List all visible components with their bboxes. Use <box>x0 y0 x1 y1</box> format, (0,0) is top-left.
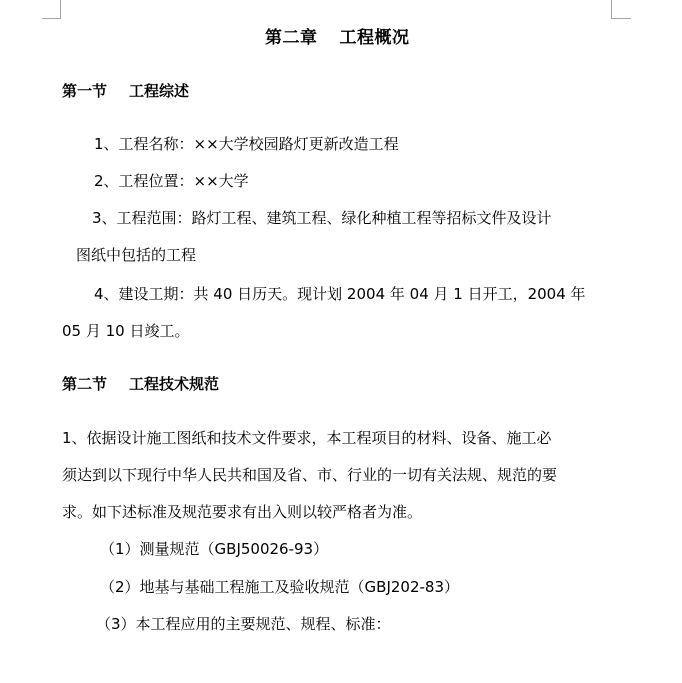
section-2-title: 工程技术规范 <box>129 375 220 393</box>
standard-item-1: （1）测量规范（GBJ50026-93） <box>100 540 329 558</box>
chapter-title: 工程概况 <box>339 28 410 48</box>
section-2-number: 第二节 <box>62 375 108 393</box>
chapter-number: 第二章 <box>265 28 318 48</box>
crop-mark-top-left-horizontal <box>42 18 61 19</box>
chapter-heading <box>265 28 410 48</box>
standard-item-3: （3）本工程应用的主要规范、规程、标准： <box>96 615 391 633</box>
construction-period-continuation: 05 月 10 日竣工。 <box>62 322 190 340</box>
project-scope-continuation: 图纸中包括的工程 <box>76 246 197 264</box>
section-1-title: 工程综述 <box>129 82 190 100</box>
construction-period-line: 4、建设工期：共 40 日历天。现计划 2004 年 04 月 1 日开工，2004 年 <box>94 285 586 303</box>
section-1-heading <box>62 81 189 101</box>
project-name-line: 1、工程名称：××大学校园路灯更新改造工程 <box>94 135 399 153</box>
section-2-heading <box>62 374 219 394</box>
crop-mark-top-right-horizontal <box>611 18 631 19</box>
regulation-paragraph-line-1: 1、依据设计施工图纸和技术文件要求，本工程项目的材料、设备、施工必 <box>62 429 552 447</box>
crop-mark-top-left-vertical <box>60 0 61 18</box>
section-1-number: 第一节 <box>62 82 108 100</box>
standard-item-2: （2）地基与基础工程施工及验收规范（GBJ202-83） <box>100 578 460 596</box>
regulation-paragraph-line-2: 须达到以下现行中华人民共和国及省、市、行业的一切有关法规、规范的要 <box>62 466 558 484</box>
regulation-paragraph-line-3: 求。如下述标准及规范要求有出入则以较严格者为准。 <box>62 503 423 521</box>
project-location-line: 2、工程位置：××大学 <box>94 172 249 190</box>
project-scope-line: 3、工程范围：路灯工程、建筑工程、绿化种植工程等招标文件及设计 <box>92 209 552 227</box>
crop-mark-top-right-vertical <box>611 0 612 18</box>
